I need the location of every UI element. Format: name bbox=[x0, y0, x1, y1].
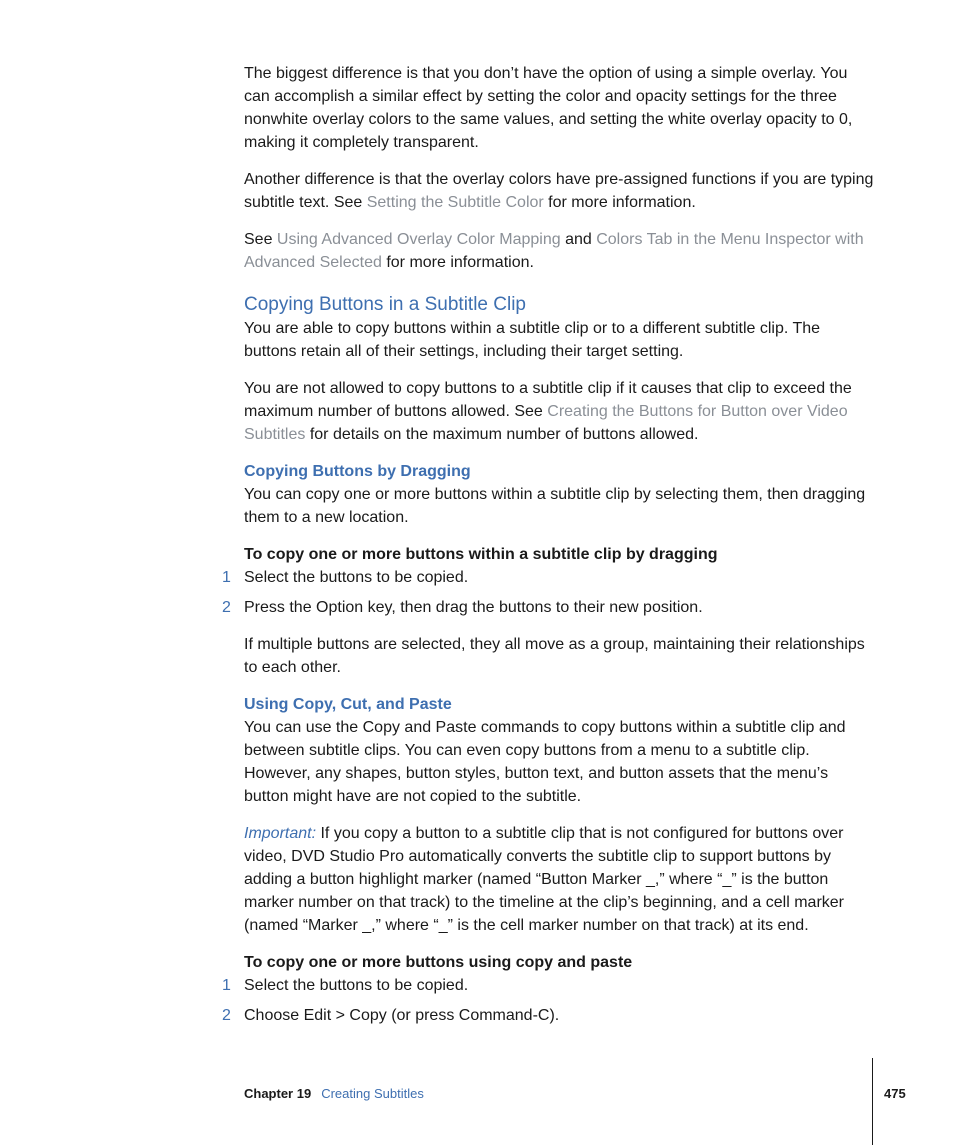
subheading-dragging: Copying Buttons by Dragging bbox=[244, 463, 471, 480]
text: for more information. bbox=[381, 254, 534, 271]
step-item bbox=[222, 1004, 876, 1027]
important-text: If you copy a button to a subtitle clip that is not configured for buttons over video, DVD Studio Pro automatically converts the subtitle clip to support buttons by adding a button highlight marker (named “Button Marker _,” where “_” is the button marker number on that track) to the timeline at the clip’s beginning, and a cell marker (named “Marker _,” where “_” is the cell marker number on that track) at its end. bbox=[244, 825, 844, 934]
paragraph-important bbox=[244, 822, 876, 937]
subheading-copy-paste: Using Copy, Cut, and Paste bbox=[244, 696, 452, 713]
step-text: Press the Option key, then drag the buttons to their new position. bbox=[244, 599, 703, 616]
step-text: Choose Edit > Copy (or press Command-C). bbox=[244, 1007, 560, 1024]
link-advanced-overlay-mapping[interactable]: Using Advanced Overlay Color Mapping bbox=[276, 231, 561, 248]
paragraph-copy-limit bbox=[244, 377, 876, 446]
page-footer bbox=[244, 1086, 424, 1101]
page-content bbox=[222, 62, 876, 1027]
text: for more information. bbox=[543, 194, 696, 211]
step-text: Select the buttons to be copied. bbox=[244, 569, 469, 586]
step-number: 2 bbox=[222, 1007, 231, 1024]
task-heading-paste: To copy one or more buttons using copy and paste bbox=[244, 954, 633, 971]
link-creating-buttons[interactable]: Creating the Buttons for Button over Video Subtitles bbox=[244, 403, 848, 443]
paragraph-overlay-difference: The biggest difference is that you don’t have the option of using a simple overlay. You can accomplish a similar effect by setting the color and opacity settings for the three nonwhite overlay colors to the same values, and setting the white overlay opacity to 0, making it completely transparent. bbox=[244, 65, 853, 151]
footer-divider bbox=[872, 1058, 873, 1145]
text: for details on the maximum number of buttons allowed. bbox=[305, 426, 699, 443]
text: See bbox=[244, 231, 277, 248]
chapter-title-link[interactable]: Creating Subtitles bbox=[321, 1086, 424, 1101]
link-colors-tab[interactable]: Colors Tab in the Menu Inspector with Advanced Selected bbox=[244, 231, 864, 271]
paragraph-copy-intro: You are able to copy buttons within a subtitle clip or to a different subtitle clip. The buttons retain all of their settings, including their target setting. bbox=[244, 320, 821, 360]
step-item bbox=[222, 974, 876, 997]
text: Another difference is that the overlay colors have pre-assigned functions if you are typing subtitle text. See bbox=[244, 171, 874, 211]
paragraph-see-also bbox=[244, 228, 876, 274]
important-label: Important: bbox=[244, 825, 317, 842]
paragraph-overlay-functions bbox=[244, 168, 876, 214]
text: You are not allowed to copy buttons to a subtitle clip if it causes that clip to exceed the maximum number of buttons allowed. See bbox=[244, 380, 852, 420]
paragraph-dragging-intro: You can copy one or more buttons within a subtitle clip by selecting them, then dragging them to a new location. bbox=[244, 486, 866, 526]
step-item bbox=[222, 596, 876, 619]
paragraph-dragging-note: If multiple buttons are selected, they all move as a group, maintaining their relationships to each other. bbox=[244, 636, 865, 676]
text: and bbox=[560, 231, 597, 248]
step-number: 1 bbox=[222, 977, 231, 994]
step-text: Select the buttons to be copied. bbox=[244, 977, 469, 994]
paragraph-paste-intro: You can use the Copy and Paste commands to copy buttons within a subtitle clip and between subtitle clips. You can even copy buttons from a menu to a subtitle clip. However, any shapes, button styles, button text, and button assets that the menu’s button might have are not copied to the subtitle. bbox=[244, 719, 846, 805]
section-heading: Copying Buttons in a Subtitle Clip bbox=[244, 294, 526, 315]
chapter-label: Chapter 19 bbox=[244, 1086, 312, 1101]
step-item bbox=[222, 566, 876, 589]
step-number: 2 bbox=[222, 599, 231, 616]
step-number: 1 bbox=[222, 569, 231, 586]
link-setting-subtitle-color[interactable]: Setting the Subtitle Color bbox=[366, 194, 544, 211]
page-number: 475 bbox=[884, 1086, 906, 1101]
task-heading-dragging: To copy one or more buttons within a subtitle clip by dragging bbox=[244, 546, 718, 563]
